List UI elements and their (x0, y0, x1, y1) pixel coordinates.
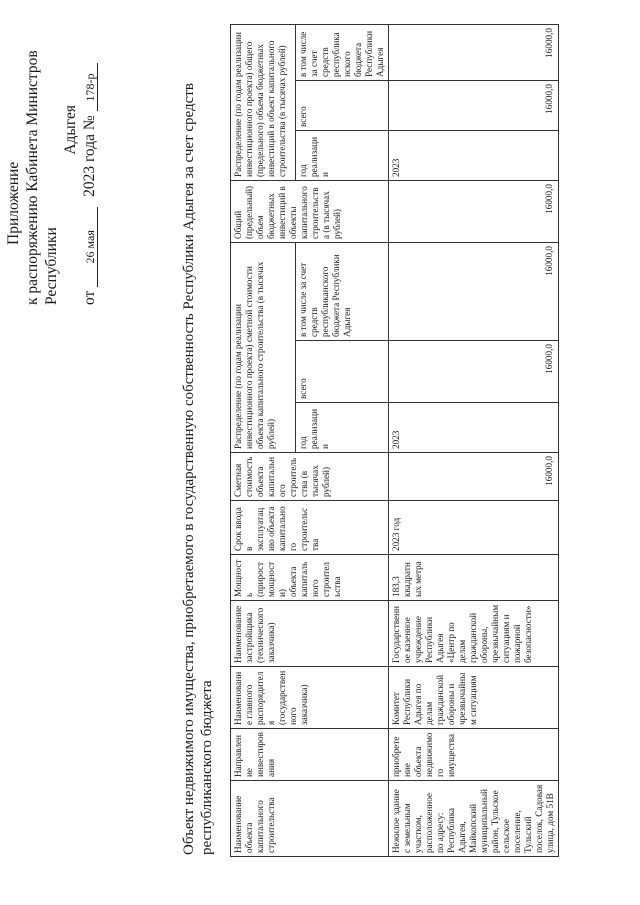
header-distribution-budget: Распределение (по годам реализации инвестиционного проекта) общего (предельного) объема бюджетных инвестиций в объект капитального строительства (в тысячах рублей) (231, 24, 296, 180)
cell-dist2-total: 16000,0 (389, 81, 559, 131)
cell-dist1-including: 16000,0 (389, 243, 559, 341)
subheader-total: всего (296, 341, 389, 403)
appendix-adygea: Адыгея (62, 105, 79, 155)
cell-total-budget: 16000,0 (389, 181, 559, 243)
header-commissioning: Срок ввода в эксплуатацию объекта капитального строительства (231, 501, 389, 555)
appendix-block (4, 45, 99, 305)
cell-dist1-total: 16000,0 (389, 341, 559, 403)
appendix-republic: Республики (43, 227, 60, 305)
cell-chief-manager: Комитет Республики Адыгея по делам гражданской обороны и чрезвычайным ситуациям (389, 667, 559, 729)
date-prefix: от (81, 290, 98, 305)
subheader-year: год реализации (296, 403, 389, 453)
order-number: 178-р (83, 63, 98, 111)
table-header-row (231, 24, 296, 856)
header-capacity: Мощность (прирост мощности) объекта капитального строительства (231, 555, 389, 601)
document-title: Объект недвижимого имущества, приобретаемого в государственную собственность Республики Адыгея за счет средств республиканского бюджета (181, 83, 215, 855)
cell-direction: приобретение объекта недвижимого имущества (389, 729, 559, 781)
subheader-total: всего (296, 81, 389, 131)
header-total-budget: Общий (предельный) объем бюджетных инвестиций в объекты капитального строительства (в тысячах рублей) (231, 181, 389, 243)
cell-dist1-year: 2023 (389, 403, 559, 453)
header-distribution-estimate: Распределение (по годам реализации инвестиционного проекта) сметной стоимости объекта капитального строительства (в тысячах рублей) (231, 243, 296, 453)
header-direction: Направление инвестирования (231, 729, 389, 781)
cell-name: Нежилое здание с земельным участком, расположенное по адресу: Республика Адыгея, Майкопский муниципальный район, Тульское сельское поселение, Тульский поселок, Садовая улица, дом 51В (389, 781, 559, 857)
date-day: 26 мая (83, 207, 98, 287)
cell-dist2-including: 16000,0 (389, 24, 559, 80)
date-year-text: 2023 года № (81, 115, 98, 197)
subheader-year: год реализации (296, 131, 389, 181)
cell-estimated-cost: 16000,0 (389, 453, 559, 501)
header-estimated-cost: Сметная стоимость объекта капитального строительства (в тысячах рублей) (231, 453, 389, 501)
cell-dist2-year: 2023 (389, 131, 559, 181)
appendix-title: Приложение (5, 161, 22, 245)
cell-commissioning: 2023 год (389, 501, 559, 555)
cell-capacity: 183,3 квадратных метра (389, 555, 559, 601)
cell-developer: Государственное казенное учреждение Республики Адыгея «Центр по делам гражданской обороны, чрезвычайным ситуациям и пожарной безопасности» (389, 601, 559, 667)
header-developer: Наименование застройщика (технического заказчика) (231, 601, 389, 667)
subheader-including: в том числе за счет средств республиканского бюджета Республики Адыгея (296, 24, 389, 80)
subheader-including: в том числе за счет средств республиканского бюджета Республики Адыгея (296, 243, 389, 341)
appendix-order-line: к распоряжению Кабинета Министров (24, 50, 41, 305)
investment-table (230, 24, 559, 857)
appendix-date-line (80, 45, 99, 305)
header-chief-manager: Наименование главного распорядителя (государственного заказчика) (231, 667, 389, 729)
header-name: Наименование объекта капитального строительства (231, 781, 389, 857)
table-row (389, 24, 559, 856)
